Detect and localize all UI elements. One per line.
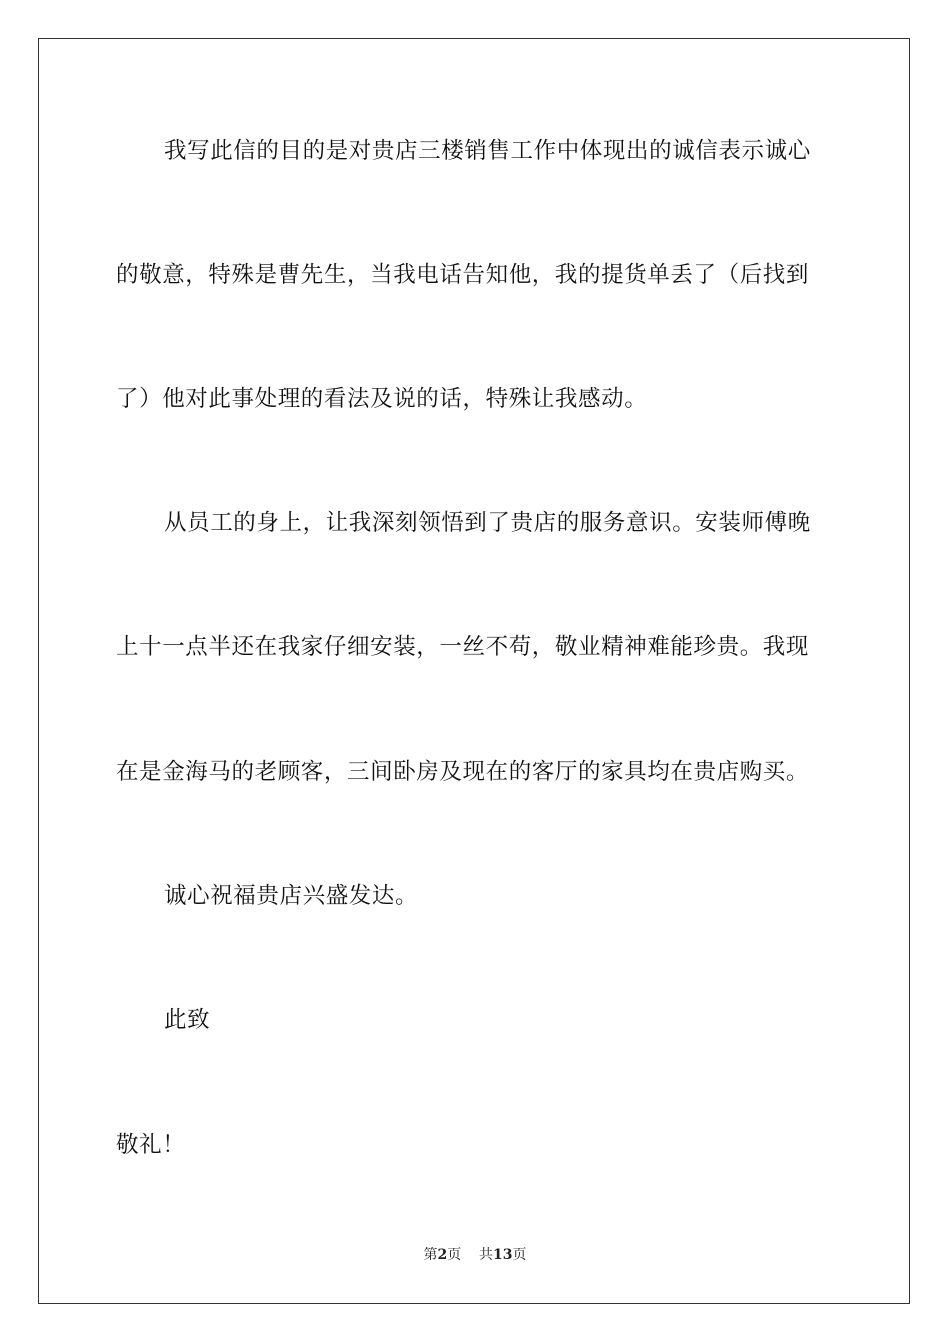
- paragraph-line-2: 的敬意，特殊是曹先生，当我电话告知他，我的提货单丢了（后找到: [116, 262, 810, 288]
- page-number: 2: [437, 1247, 448, 1263]
- paragraph-line-3: 了）他对此事处理的看法及说的话，特殊让我感动。: [116, 386, 648, 412]
- total-prefix: 共: [479, 1247, 494, 1263]
- paragraph-line-6: 在是金海马的老顾客，三间卧房及现在的客厅的家具均在贵店购买。: [116, 759, 810, 785]
- paragraph-line-4: 从员工的身上，让我深刻领悟到了贵店的服务意识。安装师傅晚: [164, 510, 811, 536]
- page-prefix: 第: [423, 1247, 438, 1263]
- paragraph-line-5: 上十一点半还在我家仔细安装，一丝不苟，敬业精神难能珍贵。我现: [116, 634, 810, 660]
- page-suffix: 页: [447, 1247, 462, 1263]
- page-footer: [0, 1246, 950, 1264]
- total-suffix: 页: [512, 1247, 527, 1263]
- closing-line: 此致: [164, 1007, 211, 1033]
- salutation-line: 敬礼！: [116, 1132, 186, 1158]
- page-border: [38, 38, 910, 1304]
- blessing-line: 诚心祝福贵店兴盛发达。: [164, 883, 419, 909]
- paragraph-line-1: 我写此信的目的是对贵店三楼销售工作中体现出的诚信表示诚心: [164, 138, 811, 164]
- total-pages: 13: [493, 1247, 513, 1263]
